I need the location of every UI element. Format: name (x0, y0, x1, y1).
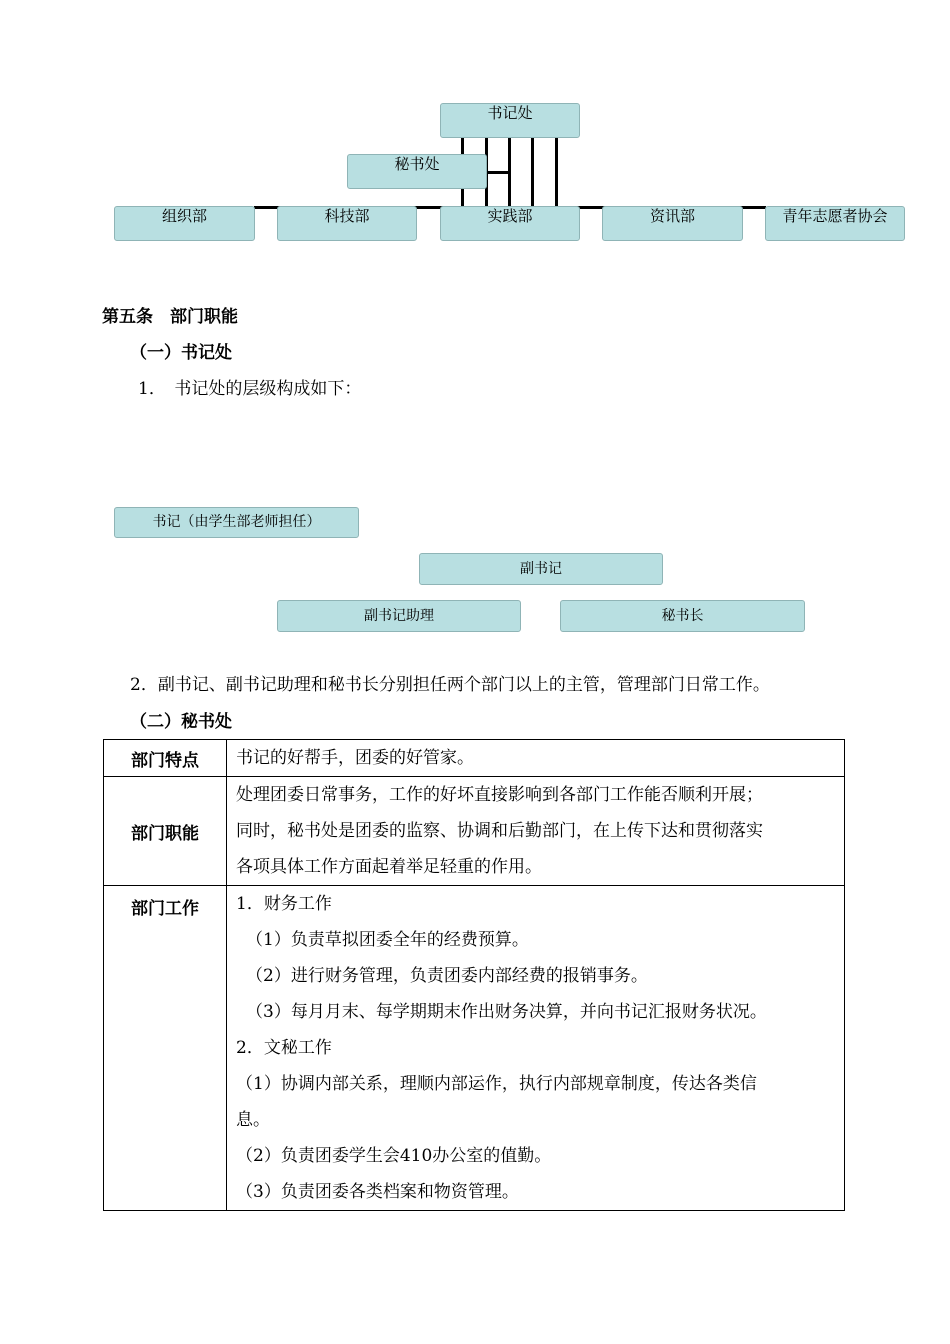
section-1-title: （一）书记处 (130, 343, 232, 363)
work-line-5: 2．文秘工作 (236, 1038, 332, 1058)
work-line-4: （3）每月月末、每学期期末作出财务决算，并向书记汇报财务状况。 (246, 1002, 767, 1022)
org2-box-deputy: 副书记 (419, 553, 663, 585)
article-title: 第五条 部门职能 (102, 307, 238, 327)
row-content-features: 书记的好帮手，团委的好管家。 (227, 740, 845, 777)
work-line-1: 1．财务工作 (236, 894, 332, 914)
org-box-practice-dept: 实践部 (440, 206, 580, 241)
row-head-features: 部门特点 (104, 740, 227, 777)
secretariat-info-table (103, 739, 845, 1211)
work-line-9: （3）负责团委各类档案和物资管理。 (236, 1182, 519, 1202)
work-line-7: 息。 (236, 1110, 270, 1130)
org2-box-secretary: 书记（由学生部老师担任） (114, 507, 359, 538)
org2-box-secretary-general: 秘书长 (560, 600, 805, 632)
connector-vertical-5 (555, 138, 558, 206)
org2-box-assistant: 副书记助理 (277, 600, 521, 632)
function-line-1: 处理团委日常事务，工作的好坏直接影响到各部门工作能否顺利开展； (236, 785, 763, 805)
item-2-text: 2．副书记、副书记助理和秘书长分别担任两个部门以上的主管，管理部门日常工作。 (130, 675, 770, 695)
org-box-secretary-office: 书记处 (440, 103, 580, 138)
row-head-functions: 部门职能 (104, 777, 227, 886)
function-line-2: 同时，秘书处是团委的监察、协调和后勤部门，在上传下达和贯彻落实 (236, 821, 763, 841)
org-box-info-dept: 资讯部 (602, 206, 743, 241)
connector-secretariat (486, 171, 510, 174)
org-box-volunteer-assoc: 青年志愿者协会 (765, 206, 905, 241)
section-2-title: （二）秘书处 (130, 712, 232, 732)
connector-vertical-4 (531, 138, 534, 206)
row-content-work (227, 886, 845, 1211)
org-box-technology-dept: 科技部 (277, 206, 417, 241)
work-line-8: （2）负责团委学生会410办公室的值勤。 (236, 1146, 552, 1166)
table-row (104, 740, 845, 777)
work-line-3: （2）进行财务管理，负责团委内部经费的报销事务。 (246, 966, 648, 986)
row-content-functions (227, 777, 845, 886)
org-box-secretariat: 秘书处 (347, 154, 487, 189)
table-row (104, 777, 845, 886)
work-line-2: （1）负责草拟团委全年的经费预算。 (246, 930, 529, 950)
item-1-text: 1． 书记处的层级构成如下： (138, 379, 362, 399)
work-line-6: （1）协调内部关系，理顺内部运作，执行内部规章制度，传达各类信 (236, 1074, 757, 1094)
table-row (104, 886, 845, 1211)
org-box-organization-dept: 组织部 (114, 206, 255, 241)
function-line-3: 各项具体工作方面起着举足轻重的作用。 (236, 857, 542, 877)
row-head-work: 部门工作 (104, 886, 227, 1211)
